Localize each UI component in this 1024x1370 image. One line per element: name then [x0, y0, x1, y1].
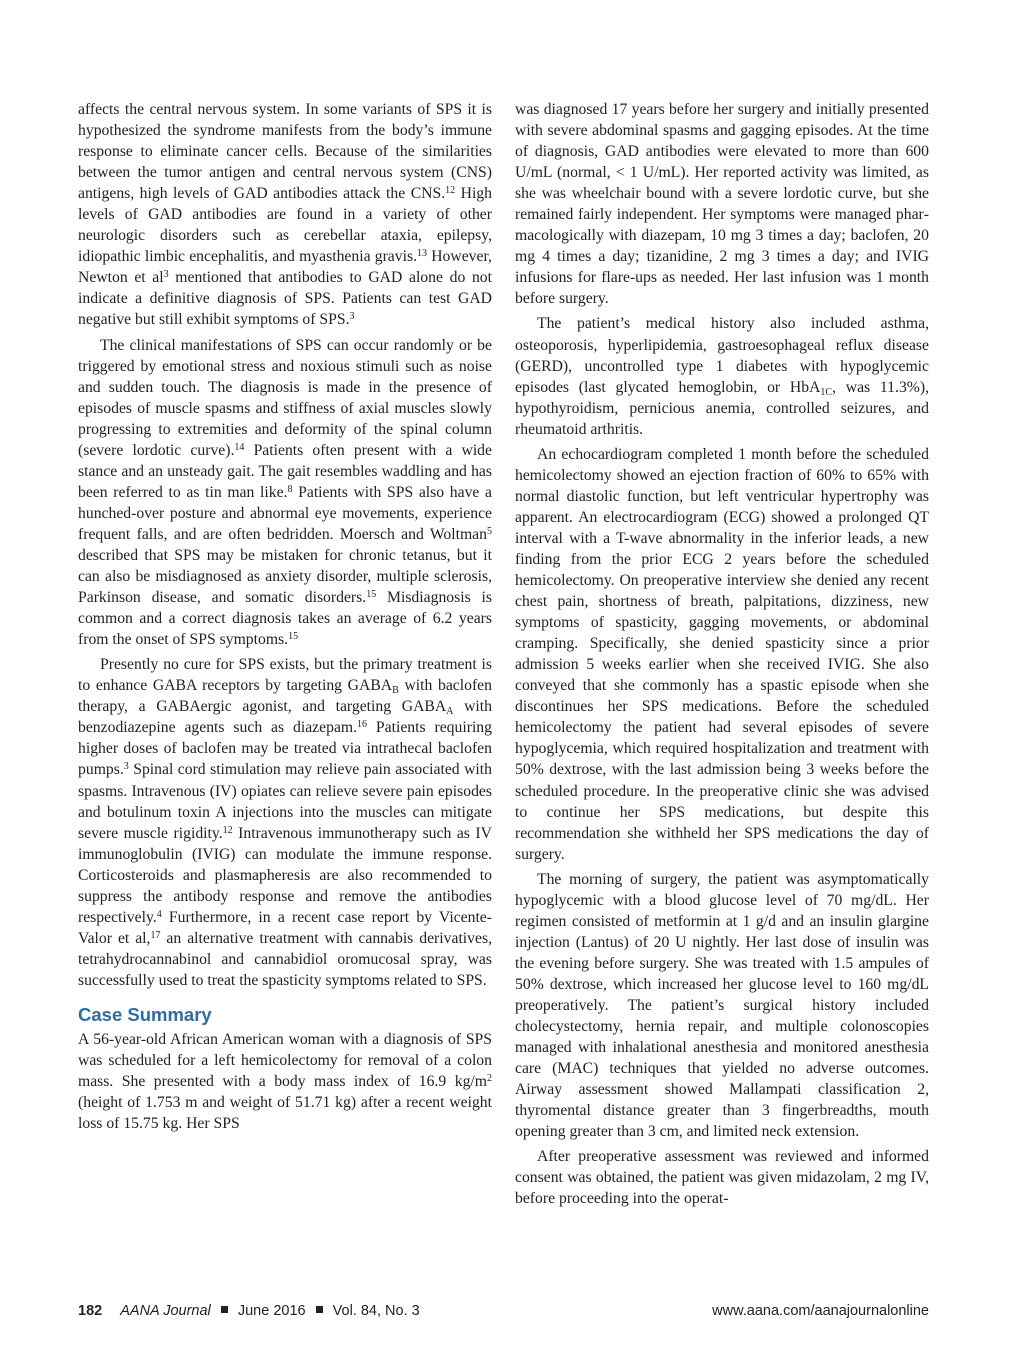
journal-name: AANA Journal: [120, 1303, 211, 1319]
paragraph: [78, 335, 492, 651]
journal-url: www.aana.com/aanajournalonline: [712, 1303, 929, 1319]
text-run: The morning of surgery, the patient was asymptomatically hypoglycemic with a blood glucose level of 70 mg/dL. Her regimen consisted of metformin at 1 g/d and an insulin glargine injection (Lantus) of 20 U nightly. Her last dose of insulin was the evening before surgery. She was treated with 1.5 ampules of 50% dextrose, which increased her glucose level to 160 mg/dL preoperatively. The patient’s surgical history included cholecystectomy, hernia repair, and multiple colonoscopies managed with inhalational anesthesia and monitored anesthesia care (MAC) techniques that yielded no adverse outcomes. Airway assessment showed Mallampati classification 2, thyromental distance greater than 3 fingerbreadths, mouth opening greater than 3 cm, and limited neck extension.: [515, 870, 929, 1141]
text-run: After preoperative assessment was reviewed and informed consent was obtained, the patient was given midazolam, 2 mg IV, before proceeding into the operat-: [515, 1148, 929, 1208]
text-run: An echocardiogram completed 1 month before the scheduled hemicolectomy showed an ejection fraction of 60% to 65% with normal diastolic function, but left ventricular hypertrophy was apparent. An electrocardiogram (ECG) showed a prolonged QT interval with a T-wave abnormality in the inferior leads, a new finding from the prior ECG 2 years before the scheduled hemicolectomy. On preoperative interview she denied any recent chest pain, shortness of breath, palpitations, dizziness, new symptoms of spasticity, gagging movements, or abdominal cramping. Specifically, she denied spasticity since a prior admission 5 weeks earlier when she received IVIG. She also conveyed that she commonly has a spastic episode when she discontinues her SPS medications. Before the scheduled hemicolectomy the patient had several episodes of severe hypoglycemia, which required hospitalization and treatment with 50% dextrose, with the last admission being 3 weeks before the scheduled procedure. In the preoperative clinic she was advised to continue her SPS medications, but despite this recommendation she withheld her SPS medications the day of surgery.: [515, 445, 929, 863]
reference-superscript: 3: [123, 761, 129, 773]
reference-superscript: 14: [234, 441, 245, 453]
text-run: Spinal cord stimulation may relieve pain associated with spasms. Intravenous (IV) opiates can relieve severe pain episodes and botulinum toxin A injections into the muscles can mitigate severe muscle rigidity.: [78, 761, 492, 842]
text-run: described that SPS may be mistaken for chronic tetanus, but it can also be misdiagnosed as anxiety disorder, multiple sclerosis, Parkinson disease, and somatic disorders.: [78, 546, 492, 607]
left-column: [78, 99, 492, 1134]
reference-superscript: 17: [150, 929, 161, 941]
reference-superscript: 2: [487, 1073, 492, 1085]
right-column: [515, 99, 929, 1209]
text-run: Presently no cure for SPS exists, but the primary treatment is to enhance GABA receptors by targeting GABA: [78, 656, 492, 695]
subscript: A: [446, 706, 454, 718]
reference-superscript: 16: [357, 719, 368, 731]
text-run: was diagnosed 17 years before her surgery and initially presented with severe abdominal spasms and gagging episodes. At the time of diagnosis, GAD antibodies were elevated to more than 600 U/mL (normal, < 1 U/mL). Her reported activity was limited, as she was wheelchair bound with a severe lordotic curve, but she remained fairly independent. Her symptoms were managed pharmacologically with diazepam, 10 mg 3 times a day; baclofen, 20 mg 4 times a day; tizanidine, 2 mg 3 times a day; and IVIG infusions for flare-ups as needed. Her last infusion was 1 month before surgery.: [515, 101, 929, 308]
reference-superscript: 12: [445, 185, 456, 197]
paragraph: [515, 313, 929, 439]
reference-superscript: 4: [156, 908, 162, 920]
page-number: 182: [78, 1303, 103, 1319]
text-run: Misdiagnosis is common and a correct diagnosis takes an average of 6.2 years from the onset of SPS symptoms.: [78, 589, 492, 649]
subscript: 1C: [820, 386, 833, 398]
text-run: Patients often present with a wide stance and an unsteady gait. The gait resembles waddling and has been referred to as tin man like.: [78, 441, 492, 501]
text-run: Patients with SPS also have a hunched-over posture and abnormal eye movements, experience frequent falls, and are often bedridden. Moersch and Woltman: [78, 483, 492, 543]
text-run: mentioned that antibodies to GAD alone do not indicate a definitive diagnosis of SPS. Patients can test GAD negative but still exhibit symptoms of SPS.: [78, 269, 492, 329]
issue-date: June 2016: [237, 1303, 306, 1319]
paragraph: [515, 869, 929, 1143]
paragraph: [78, 1029, 492, 1134]
paragraph: [515, 99, 929, 309]
paragraph: [515, 444, 929, 865]
page-footer: [78, 1303, 929, 1327]
text-run: High levels of GAD antibodies are found in a variety of other neurologic disorders such as cerebellar ataxia, epilepsy, idiopathic limbic encephalitis, and myasthenia gravis.: [78, 185, 492, 266]
text-run: , was 11.3%), hypothyroidism, pernicious anemia, controlled seizures, and rheumatoid arthritis.: [515, 378, 929, 438]
text-run: A 56-year-old African American woman with a diagnosis of SPS was scheduled for a left hemicolectomy for removal of a colon mass. She presented with a body mass index of 16.9 kg/m: [78, 1030, 492, 1091]
section-heading: Case Summary: [78, 1003, 212, 1025]
reference-superscript: 3: [163, 269, 169, 281]
subscript: B: [392, 685, 399, 697]
text-run: Furthermore, in a recent case report by Vicente-Valor et al,: [78, 908, 492, 947]
text-run: (height of 1.753 m and weight of 51.71 kg) after a recent weight loss of 15.75 kg. Her SPS: [78, 1094, 492, 1133]
reference-superscript: 13: [417, 248, 427, 260]
reference-superscript: 8: [287, 483, 293, 495]
text-run: with baclofen therapy, a GABAergic agonist, and targeting GABA: [78, 677, 492, 716]
text-run: The patient’s medical history also included asthma, osteoporosis, hyperlipidemia, gastroesophageal reflux disease (GERD), uncontrolled type 1 diabetes with hypoglycemic episodes (last glycated hemoglobin, or HbA: [515, 315, 929, 396]
paragraph: [78, 99, 492, 331]
square-bullet-icon: [221, 1306, 228, 1313]
text-run: Patients requiring higher doses of baclofen may be treated via intrathecal baclofen pumps.: [78, 719, 492, 779]
footer-citation: [78, 1303, 420, 1319]
paragraph: [78, 654, 492, 991]
square-bullet-icon: [316, 1306, 323, 1313]
text-run: However, Newton et al: [78, 248, 492, 287]
reference-superscript: 15: [366, 589, 377, 601]
reference-superscript: 15: [288, 631, 299, 643]
text-run: Intravenous immunotherapy such as IV immunoglobulin (IVIG) can modulate the immune response. Corticosteroids and plasmapheresis are also recommended to suppress the antibody response and remove the antibodies respectively.: [78, 824, 492, 926]
reference-superscript: 12: [222, 824, 233, 836]
text-run: with benzodiazepine agents such as diazepam.: [78, 698, 492, 737]
volume-issue: Vol. 84, No. 3: [332, 1303, 420, 1319]
text-run: The clinical manifestations of SPS can occur randomly or be triggered by emotional stress and noxious stimuli such as noise and sudden touch. The diagnosis is made in the presence of episodes of muscle spasms and stiffness of axial muscles slowly progressing to extremities and deformity of the spinal column (severe lordotic curve).: [78, 336, 492, 459]
paragraph: [515, 1146, 929, 1209]
text-run: affects the central nervous system. In some variants of SPS it is hypothesized the syndrome manifests from the body’s immune response to eliminate cancer cells. Because of the similarities between the tumor antigen and central nervous system (CNS) antigens, high levels of GAD antibodies attack the CNS.: [78, 101, 492, 203]
reference-superscript: 3: [349, 311, 355, 323]
reference-superscript: 5: [487, 525, 492, 537]
text-run: an alternative treatment with cannabis derivatives, tetrahydrocannabinol and cannabidiol oromucosal spray, was successfully used to treat the spasticity symptoms related to SPS.: [78, 929, 492, 989]
